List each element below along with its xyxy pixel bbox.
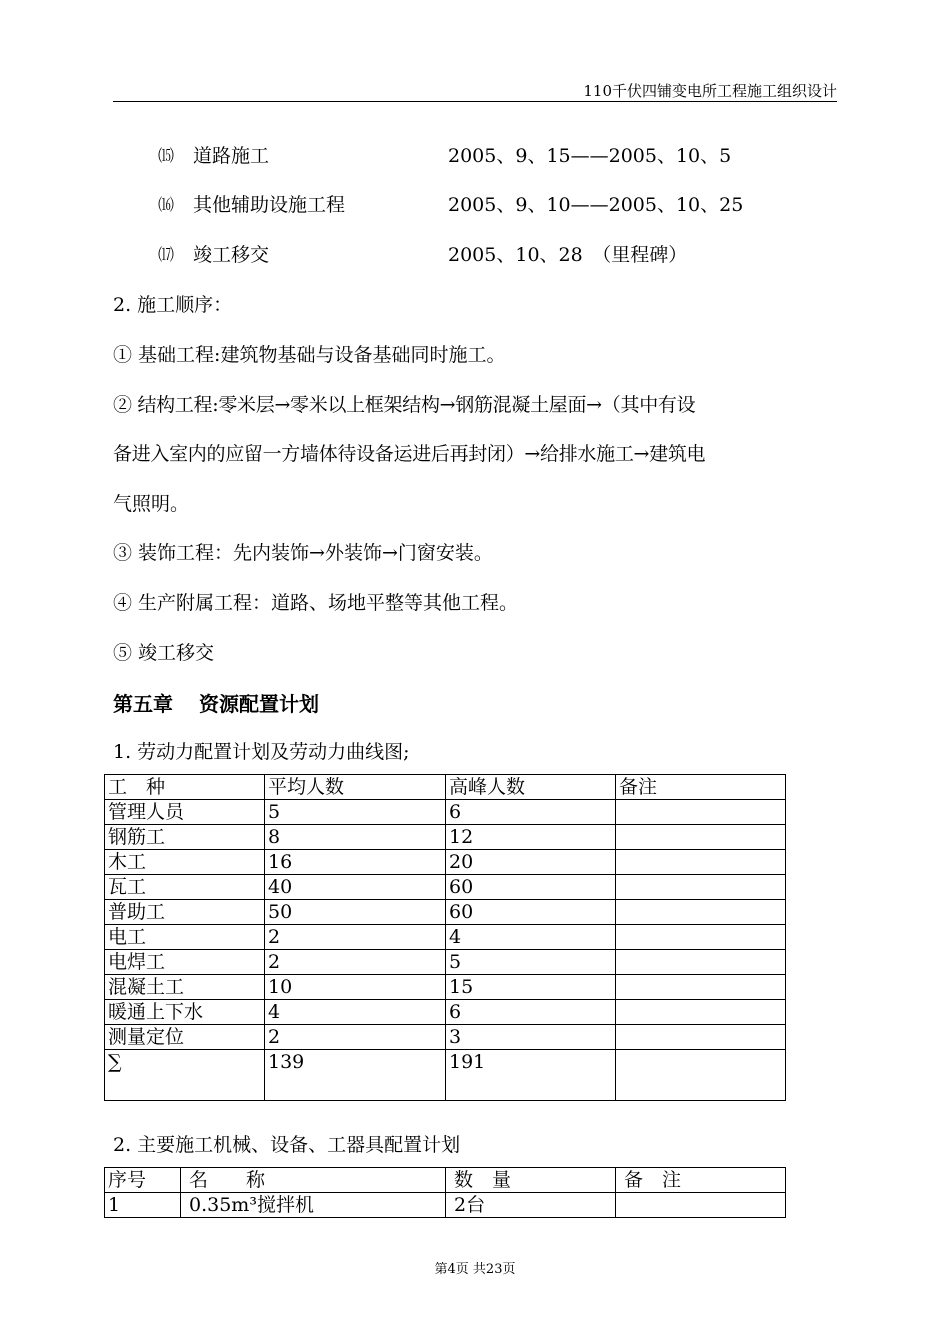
cell bbox=[616, 1025, 786, 1050]
header-cell: 名 称 bbox=[181, 1168, 446, 1193]
cell: 2 bbox=[265, 950, 446, 975]
table-row bbox=[105, 850, 786, 875]
cell: 木工 bbox=[105, 850, 265, 875]
table-row bbox=[105, 1193, 786, 1218]
item-number: ⒄ bbox=[158, 245, 175, 264]
cell bbox=[616, 800, 786, 825]
labor-heading: 1. 劳动力配置计划及劳动力曲线图; bbox=[113, 741, 410, 763]
cell: 电工 bbox=[105, 925, 265, 950]
item-number: ⒂ bbox=[158, 146, 175, 165]
equipment-table bbox=[104, 1167, 786, 1218]
cell: 暖通上下水 bbox=[105, 1000, 265, 1025]
cell bbox=[616, 950, 786, 975]
item-date: 2005、9、10——2005、10、25 bbox=[448, 194, 744, 216]
cell bbox=[616, 900, 786, 925]
header-cell: 数 量 bbox=[446, 1168, 616, 1193]
sequence-step-continued: 气照明。 bbox=[113, 493, 190, 515]
cell bbox=[616, 1000, 786, 1025]
table-row bbox=[105, 975, 786, 1000]
cell: 2 bbox=[265, 1025, 446, 1050]
cell: 12 bbox=[446, 825, 616, 850]
cell: 4 bbox=[446, 925, 616, 950]
total-cell: 191 bbox=[446, 1050, 616, 1101]
cell: 混凝土工 bbox=[105, 975, 265, 1000]
cell bbox=[616, 875, 786, 900]
cell: 60 bbox=[446, 875, 616, 900]
labor-table bbox=[104, 774, 786, 1101]
chapter-heading bbox=[113, 688, 319, 717]
chapter-title: 资源配置计划 bbox=[199, 692, 319, 716]
cell: 2 bbox=[265, 925, 446, 950]
cell: 2台 bbox=[446, 1193, 616, 1218]
cell: 5 bbox=[446, 950, 616, 975]
cell: 5 bbox=[265, 800, 446, 825]
cell: 15 bbox=[446, 975, 616, 1000]
chapter-number: 第五章 bbox=[113, 692, 173, 716]
cell: 6 bbox=[446, 1000, 616, 1025]
sequence-heading: 2. 施工顺序： bbox=[113, 294, 233, 316]
table-row bbox=[105, 925, 786, 950]
header-cell: 备注 bbox=[616, 775, 786, 800]
sequence-step: ④ 生产附属工程：道路、场地平整等其他工程。 bbox=[113, 592, 519, 614]
table-row bbox=[105, 900, 786, 925]
item-date: 2005、10、28 （里程碑） bbox=[448, 244, 688, 266]
header-cell: 序号 bbox=[105, 1168, 181, 1193]
table-total-row bbox=[105, 1050, 786, 1101]
header-cell: 高峰人数 bbox=[446, 775, 616, 800]
page-footer: 第4页 共23页 bbox=[434, 1262, 516, 1277]
header-cell: 备 注 bbox=[616, 1168, 786, 1193]
total-cell: 139 bbox=[265, 1050, 446, 1101]
cell bbox=[616, 850, 786, 875]
table-row bbox=[105, 950, 786, 975]
table-row bbox=[105, 1025, 786, 1050]
cell bbox=[616, 825, 786, 850]
sequence-step: ① 基础工程:建筑物基础与设备基础同时施工。 bbox=[113, 344, 506, 366]
cell: 40 bbox=[265, 875, 446, 900]
total-label: ∑ bbox=[105, 1050, 265, 1101]
table-row bbox=[105, 875, 786, 900]
cell: 普助工 bbox=[105, 900, 265, 925]
cell: 3 bbox=[446, 1025, 616, 1050]
table-header-row bbox=[105, 775, 786, 800]
sequence-step: ⑤ 竣工移交 bbox=[113, 642, 215, 664]
cell: 50 bbox=[265, 900, 446, 925]
sequence-step: ③ 装饰工程：先内装饰→外装饰→门窗安装。 bbox=[113, 542, 493, 564]
item-name: 其他辅助设施工程 bbox=[193, 194, 346, 216]
table-row bbox=[105, 1000, 786, 1025]
cell: 20 bbox=[446, 850, 616, 875]
cell: 管理人员 bbox=[105, 800, 265, 825]
cell: 8 bbox=[265, 825, 446, 850]
item-number: ⒃ bbox=[158, 195, 175, 214]
sequence-step-continued: 备进入室内的应留一方墙体待设备运进后再封闭）→给排水施工→建筑电 bbox=[113, 443, 706, 465]
sequence-step: ② 结构工程:零米层→零米以上框架结构→钢筋混凝土屋面→（其中有设 bbox=[113, 394, 696, 416]
item-name: 道路施工 bbox=[193, 145, 270, 167]
table-header-row bbox=[105, 1168, 786, 1193]
cell: 0.35m³搅拌机 bbox=[181, 1193, 446, 1218]
cell: 钢筋工 bbox=[105, 825, 265, 850]
item-date: 2005、9、15——2005、10、5 bbox=[448, 145, 732, 167]
header-cell: 工 种 bbox=[105, 775, 265, 800]
cell: 测量定位 bbox=[105, 1025, 265, 1050]
equipment-heading: 2. 主要施工机械、设备、工器具配置计划 bbox=[113, 1134, 461, 1156]
item-name: 竣工移交 bbox=[193, 244, 270, 266]
document-header-title: 110千伏四铺变电所工程施工组织设计 bbox=[583, 82, 837, 100]
table-row bbox=[105, 825, 786, 850]
header-rule bbox=[113, 101, 837, 102]
total-cell bbox=[616, 1050, 786, 1101]
cell bbox=[616, 925, 786, 950]
cell bbox=[616, 1193, 786, 1218]
cell: 60 bbox=[446, 900, 616, 925]
cell: 16 bbox=[265, 850, 446, 875]
cell: 4 bbox=[265, 1000, 446, 1025]
cell: 电焊工 bbox=[105, 950, 265, 975]
table-row bbox=[105, 800, 786, 825]
cell: 1 bbox=[105, 1193, 181, 1218]
cell: 6 bbox=[446, 800, 616, 825]
cell bbox=[616, 975, 786, 1000]
cell: 瓦工 bbox=[105, 875, 265, 900]
header-cell: 平均人数 bbox=[265, 775, 446, 800]
cell: 10 bbox=[265, 975, 446, 1000]
